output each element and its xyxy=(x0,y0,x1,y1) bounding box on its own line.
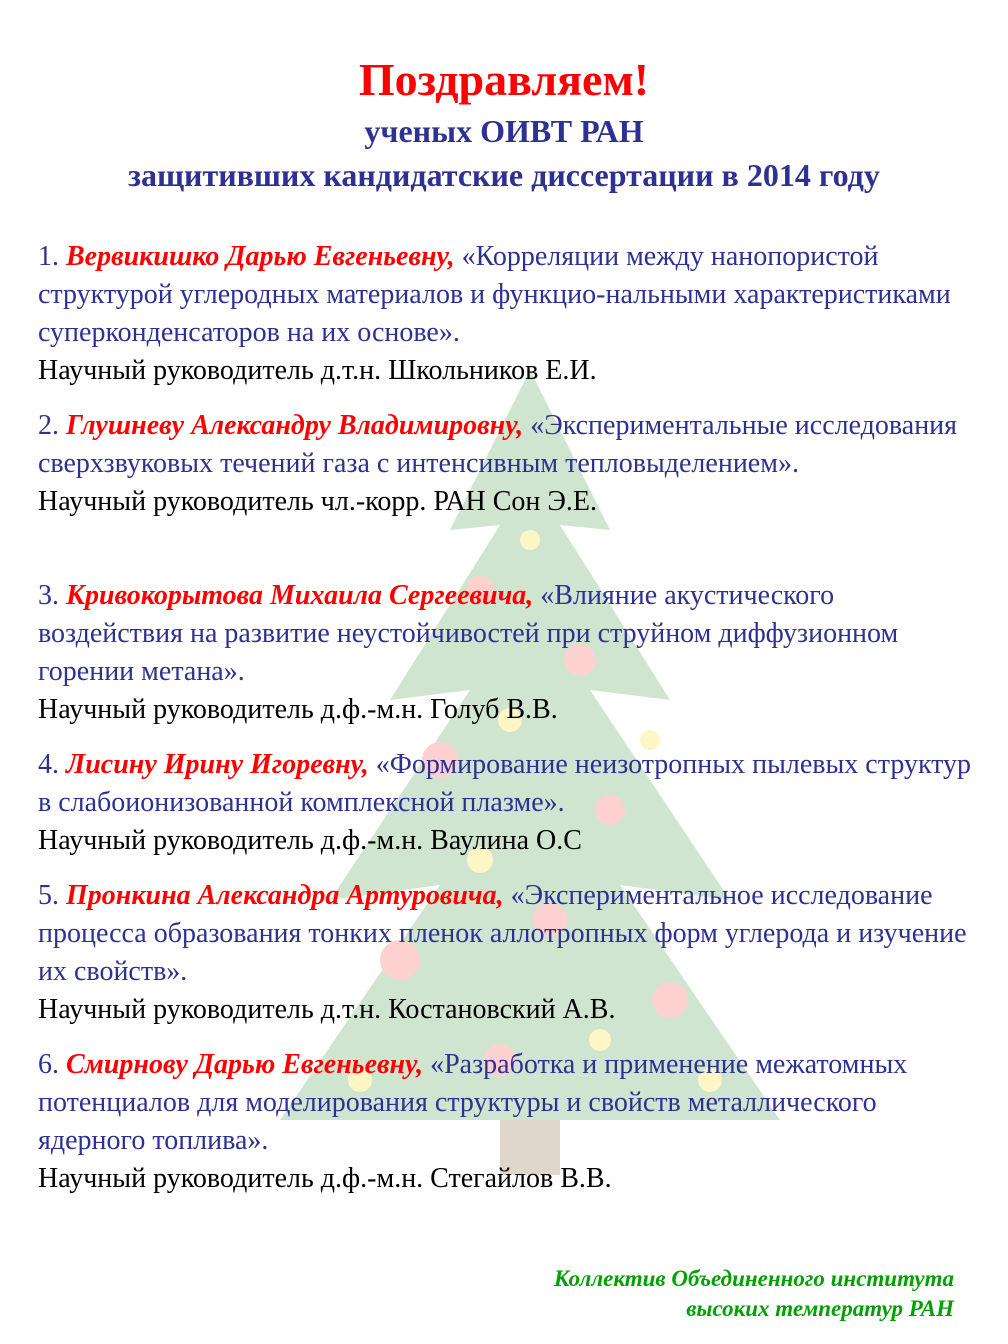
entry-number: 4. xyxy=(38,749,59,780)
list-item xyxy=(38,577,978,729)
entry-advisor: Научный руководитель д.ф.-м.н. Стегайлов В.В. xyxy=(38,1163,612,1194)
entry-thesis: «Формирование неизотропных пылевых структур в слабоионизованной комплексной плазме». xyxy=(38,749,972,818)
entry-paragraph xyxy=(38,577,978,691)
entry-thesis: «Корреляции между нанопористой структурой углеродных материалов и функцио-нальными характеристиками суперконденсаторов на их основе». xyxy=(38,241,951,348)
entry-paragraph xyxy=(38,746,978,822)
list-item xyxy=(38,877,978,1029)
entry-advisor: Научный руководитель д.ф.-м.н. Голуб В.В. xyxy=(38,694,558,725)
signature xyxy=(554,1264,954,1324)
list-item xyxy=(38,1046,978,1198)
entry-paragraph xyxy=(38,238,978,352)
entry-thesis: «Экспериментальное исследование процесса образования тонких пленок аллотропных форм углерода и изучение их свойств». xyxy=(38,880,967,987)
list-item xyxy=(38,746,978,860)
signature-line2: высоких температур РАН xyxy=(686,1296,954,1321)
entry-name: Смирнову Дарью Евгеньевну, xyxy=(66,1049,424,1080)
subtitle-line2: защитивших кандидатские диссертации в 2014 году xyxy=(128,157,880,193)
entry-paragraph xyxy=(38,407,978,483)
entry-number: 2. xyxy=(38,410,59,441)
entry-advisor: Научный руководитель чл.-корр. РАН Сон Э.Е. xyxy=(38,486,598,517)
entry-name: Кривокорытова Михаила Сергеевича, xyxy=(66,580,534,611)
list-item xyxy=(38,407,978,521)
entry-thesis: «Экспериментальные исследования сверхзвуковых течений газа с интенсивным тепловыделением». xyxy=(38,410,958,479)
entry-advisor: Научный руководитель д.т.н. Костановский А.В. xyxy=(38,994,616,1025)
page-title: Поздравляем! xyxy=(358,54,650,105)
entry-number: 1. xyxy=(38,241,59,272)
entry-name: Вервикишко Дарью Евгеньевну, xyxy=(66,241,455,272)
entry-name: Глушневу Александру Владимировну, xyxy=(66,410,524,441)
entry-paragraph xyxy=(38,1046,978,1160)
entry-thesis: «Влияние акустического воздействия на развитие неустойчивостей при струйном диффузионном горении метана». xyxy=(38,580,899,687)
subtitle-line1: ученых ОИВТ РАН xyxy=(364,113,644,149)
entry-name: Лисину Ирину Игоревну, xyxy=(66,749,369,780)
entry-number: 5. xyxy=(38,880,59,911)
entry-name: Пронкина Александра Артуровича, xyxy=(66,880,504,911)
entry-advisor: Научный руководитель д.т.н. Школьников Е.И. xyxy=(38,355,597,386)
entry-number: 3. xyxy=(38,580,59,611)
list-item xyxy=(38,238,978,390)
entry-number: 6. xyxy=(38,1049,59,1080)
signature-line1: Коллектив Объединенного института xyxy=(553,1266,954,1291)
entry-thesis: «Разработка и применение межатомных потенциалов для моделирования структуры и свойств металлического ядерного топлива». xyxy=(38,1049,908,1156)
entry-paragraph xyxy=(38,877,978,991)
entry-advisor: Научный руководитель д.ф.-м.н. Ваулина О.С xyxy=(38,825,582,856)
